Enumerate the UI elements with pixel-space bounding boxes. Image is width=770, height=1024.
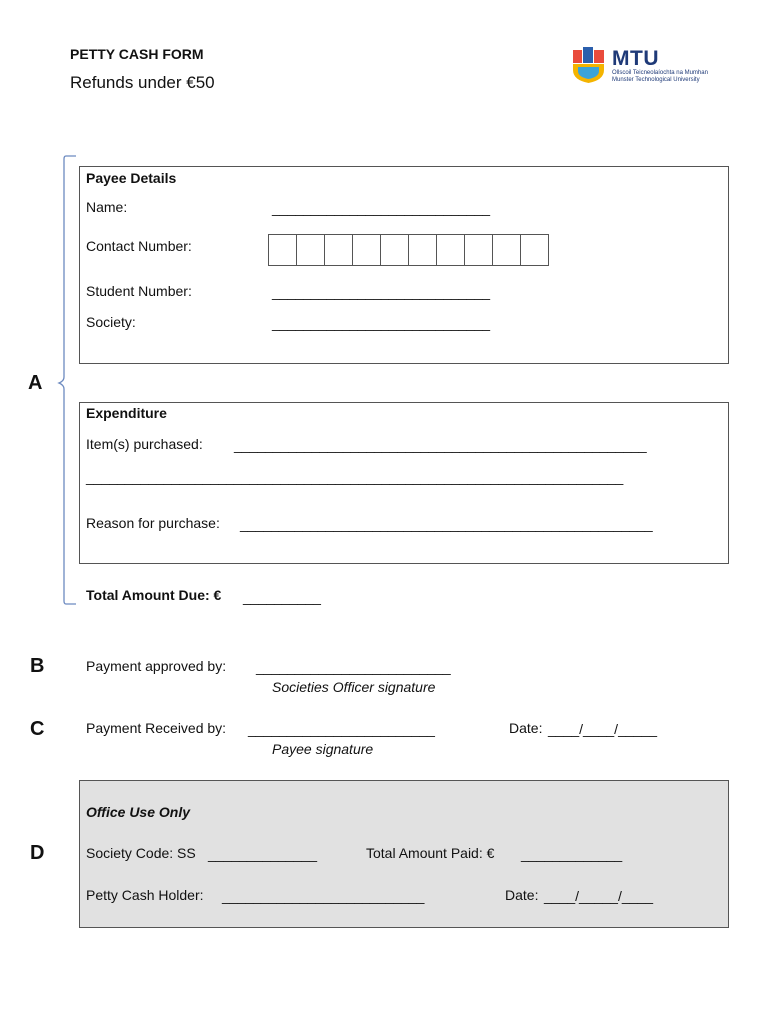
payment-received-date-field[interactable]: ____/____/_____ <box>548 721 657 737</box>
total-amount-due-field[interactable]: __________ <box>243 589 321 605</box>
payee-details-heading: Payee Details <box>86 170 177 186</box>
section-c-letter: C <box>30 718 45 740</box>
society-code-label: Society Code: SS <box>86 845 196 861</box>
student-number-label: Student Number: <box>86 283 192 299</box>
items-purchased-field[interactable]: _____________________________________________________ <box>234 437 647 453</box>
contact-digit-box[interactable] <box>296 234 325 266</box>
payment-received-field[interactable]: ________________________ <box>248 721 435 737</box>
payment-approved-label: Payment approved by: <box>86 658 227 674</box>
total-amount-paid-field[interactable]: _____________ <box>521 846 623 862</box>
contact-digit-box[interactable] <box>408 234 437 266</box>
name-field[interactable]: ____________________________ <box>272 200 491 216</box>
contact-digit-box[interactable] <box>464 234 493 266</box>
petty-cash-holder-field[interactable]: __________________________ <box>222 888 425 904</box>
reason-for-purchase-field[interactable]: _____________________________________________________ <box>240 516 653 532</box>
section-a-letter: A <box>28 372 43 394</box>
societies-officer-caption: Societies Officer signature <box>272 679 436 695</box>
logo-english-line: Munster Technological University <box>612 77 700 83</box>
contact-digit-box[interactable] <box>324 234 353 266</box>
student-number-field[interactable]: ____________________________ <box>272 284 491 300</box>
logo-irish-line: Ollscoil Teicneolaíochta na Mumhan <box>612 70 708 76</box>
office-date-field[interactable]: ____/_____/____ <box>544 888 653 904</box>
section-a-bracket <box>56 155 80 607</box>
office-use-heading: Office Use Only <box>86 804 191 820</box>
form-subtitle: Refunds under €50 <box>70 73 215 92</box>
petty-cash-holder-label: Petty Cash Holder: <box>86 887 204 903</box>
contact-number-boxes[interactable] <box>268 234 549 266</box>
expenditure-heading: Expenditure <box>86 405 167 421</box>
items-purchased-label: Item(s) purchased: <box>86 436 203 452</box>
mtu-logo <box>572 46 712 86</box>
payment-approved-field[interactable]: _________________________ <box>256 659 451 675</box>
contact-digit-box[interactable] <box>492 234 521 266</box>
total-amount-due-label: Total Amount Due: € <box>86 587 222 603</box>
contact-digit-box[interactable] <box>352 234 381 266</box>
form-title: PETTY CASH FORM <box>70 46 204 62</box>
contact-digit-box[interactable] <box>380 234 409 266</box>
total-amount-paid-label: Total Amount Paid: € <box>366 845 495 861</box>
reason-for-purchase-label: Reason for purchase: <box>86 515 220 531</box>
contact-digit-box[interactable] <box>436 234 465 266</box>
section-d-letter: D <box>30 842 45 864</box>
mtu-wordmark: MTU <box>612 47 659 70</box>
mtu-crest-icon <box>572 46 606 84</box>
contact-digit-box[interactable] <box>520 234 549 266</box>
name-label: Name: <box>86 199 128 215</box>
society-field[interactable]: ____________________________ <box>272 315 491 331</box>
payment-received-date-label: Date: <box>509 720 543 736</box>
payee-signature-caption: Payee signature <box>272 741 374 757</box>
contact-number-label: Contact Number: <box>86 238 192 254</box>
payment-received-label: Payment Received by: <box>86 720 227 736</box>
society-code-field[interactable]: ______________ <box>208 846 318 862</box>
items-purchased-field-line2[interactable]: _____________________________________________________________________ <box>86 469 624 485</box>
contact-digit-box[interactable] <box>268 234 297 266</box>
section-b-letter: B <box>30 655 45 677</box>
society-label: Society: <box>86 314 136 330</box>
office-date-label: Date: <box>505 887 539 903</box>
